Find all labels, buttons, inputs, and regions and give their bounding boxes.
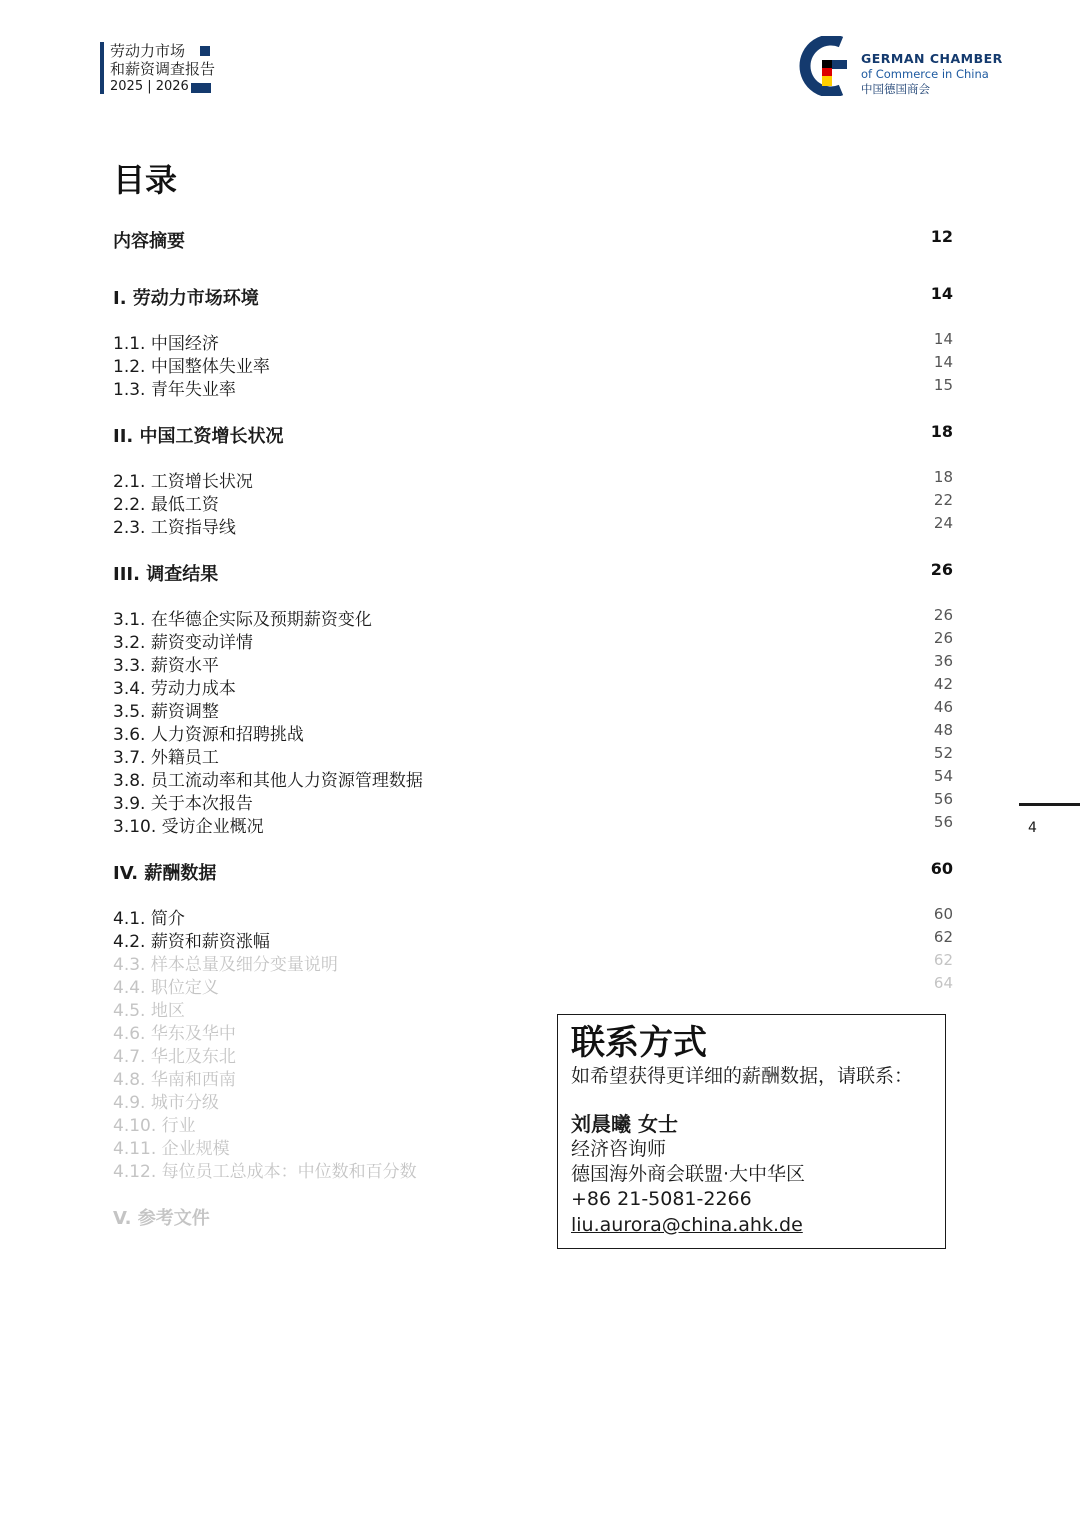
report-header [100,42,220,94]
toc-page: 15 [933,376,953,394]
toc-item[interactable] [113,353,953,379]
toc-label: 4.12. 每位员工总成本：中位数和百分数 [113,1162,417,1182]
toc-item[interactable] [113,928,953,954]
toc-page: 12 [930,227,953,246]
toc-label: 4.5. 地区 [113,1001,185,1021]
toc-label: 3.6. 人力资源和招聘挑战 [113,725,304,745]
toc-item[interactable] [113,652,953,678]
toc-section-1[interactable] [113,284,953,310]
contact-role: 经济咨询师 [571,1138,667,1160]
page-number: 4 [1028,820,1037,836]
toc-item[interactable] [113,330,953,356]
toc-page: 62 [933,951,953,969]
toc-label: 4.1. 简介 [113,909,185,929]
toc-page: 18 [930,422,953,441]
header-title-line2: 和薪资调查报告 [110,60,216,78]
toc-label: 2.3. 工资指导线 [113,518,236,538]
toc-item[interactable] [113,905,953,931]
toc-page: 64 [933,974,953,992]
toc-label: 2.2. 最低工资 [113,495,219,515]
toc-item[interactable] [113,767,953,793]
header-title-line1: 劳动力市场 [110,42,186,60]
page-number-rule [1019,803,1080,806]
toc-label: 内容摘要 [113,231,185,252]
contact-phone: +86 21-5081-2266 [571,1188,752,1210]
toc-label: 3.8. 员工流动率和其他人力资源管理数据 [113,771,423,791]
toc-page: 62 [933,928,953,946]
toc-section-summary[interactable] [113,227,953,253]
toc-item[interactable] [113,629,953,655]
contact-subtitle: 如希望获得更详细的薪酬数据，请联系： [571,1065,914,1087]
toc-label: 3.2. 薪资变动详情 [113,633,253,653]
chamber-logo-icon [795,36,851,96]
contact-organization: 德国海外商会联盟·大中华区 [571,1163,806,1185]
toc-page: 54 [933,767,953,785]
toc-label: III. 调查结果 [113,564,219,585]
toc-page: 56 [933,790,953,808]
header-accent-bar [100,42,104,94]
toc-label: 4.6. 华东及华中 [113,1024,236,1044]
toc-page: 18 [933,468,953,486]
toc-section-4[interactable] [113,859,953,885]
toc-label: II. 中国工资增长状况 [113,426,284,447]
toc-page: 14 [933,330,953,348]
page-title: 目录 [113,161,178,199]
toc-section-2[interactable] [113,422,953,448]
toc-page: 48 [933,721,953,739]
chamber-logo [795,36,1003,98]
toc-item[interactable] [113,606,953,632]
toc-item[interactable] [113,974,953,1000]
contact-title: 联系方式 [571,1023,707,1063]
toc-page: 24 [933,514,953,532]
toc-label: 4.2. 薪资和薪资涨幅 [113,932,270,952]
header-square-icon [200,46,210,56]
toc-label: 3.4. 劳动力成本 [113,679,236,699]
toc-label: IV. 薪酬数据 [113,863,217,884]
toc-page: 14 [933,353,953,371]
toc-label: 3.7. 外籍员工 [113,748,219,768]
toc-page: 52 [933,744,953,762]
logo-name: GERMAN CHAMBER [861,51,1003,66]
toc-item[interactable] [113,491,953,517]
toc-label: 4.11. 企业规模 [113,1139,230,1159]
toc-label: 1.2. 中国整体失业率 [113,357,270,377]
logo-subtitle: of Commerce in China [861,67,989,81]
toc-item[interactable] [113,951,953,977]
toc-section-3[interactable] [113,560,953,586]
toc-item[interactable] [113,813,953,839]
toc-page: 46 [933,698,953,716]
toc-page: 22 [933,491,953,509]
toc-page: 26 [933,606,953,624]
toc-page: 60 [933,905,953,923]
toc-label: 2.1. 工资增长状况 [113,472,253,492]
toc-item[interactable] [113,721,953,747]
toc-label: I. 劳动力市场环境 [113,288,259,309]
toc-label: 3.5. 薪资调整 [113,702,219,722]
toc-item[interactable] [113,514,953,540]
toc-label: 1.3. 青年失业率 [113,380,236,400]
contact-name: 刘晨曦 女士 [571,1112,678,1136]
toc-label: 3.10. 受访企业概况 [113,817,264,837]
toc-label: 1.1. 中国经济 [113,334,219,354]
toc-label: 3.1. 在华德企实际及预期薪资变化 [113,610,372,630]
toc-label: 4.4. 职位定义 [113,978,219,998]
toc-page: 26 [933,629,953,647]
toc-page: 56 [933,813,953,831]
toc-item[interactable] [113,790,953,816]
toc-label: 3.9. 关于本次报告 [113,794,253,814]
header-year: 2025 | 2026 [110,79,189,94]
toc-item[interactable] [113,675,953,701]
toc-page: 26 [930,560,953,579]
toc-label: 3.3. 薪资水平 [113,656,219,676]
contact-box [557,1014,946,1249]
toc-item[interactable] [113,744,953,770]
toc-page: 42 [933,675,953,693]
toc-item[interactable] [113,468,953,494]
contact-email-link[interactable]: liu.aurora@china.ahk.de [571,1214,803,1236]
toc-item[interactable] [113,376,953,402]
toc-label: 4.3. 样本总量及细分变量说明 [113,955,338,975]
toc-page: 36 [933,652,953,670]
toc-item[interactable] [113,698,953,724]
toc-page: 14 [930,284,953,303]
toc-label: 4.8. 华南和西南 [113,1070,236,1090]
toc-page: 60 [930,859,953,878]
toc-label: V. 参考文件 [113,1208,210,1229]
toc-label: 4.10. 行业 [113,1116,196,1136]
toc-label: 4.9. 城市分级 [113,1093,219,1113]
logo-chinese-name: 中国德国商会 [861,82,930,96]
header-bar-icon [191,83,211,93]
toc-label: 4.7. 华北及东北 [113,1047,236,1067]
